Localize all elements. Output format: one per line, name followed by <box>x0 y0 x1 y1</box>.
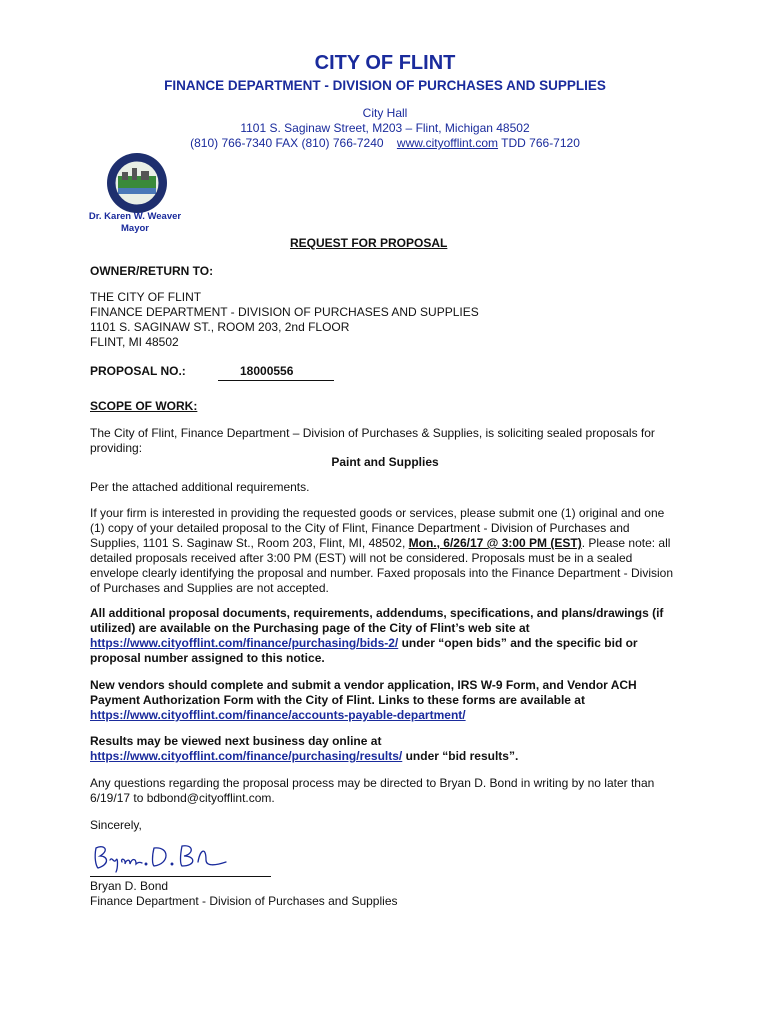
mayor-title: Mayor <box>121 223 149 234</box>
signer-name: Bryan D. Bond <box>90 879 169 893</box>
accounts-payable-link[interactable]: https://www.cityofflint.com/finance/accounts-payable-department/ <box>90 708 466 722</box>
documents-text-end: under “open bids” and the specific bid or proposal number assigned to this notice. <box>90 636 638 665</box>
results-paragraph <box>90 734 680 764</box>
scope-item: Paint and Supplies <box>331 455 439 469</box>
results-link[interactable]: https://www.cityofflint.com/finance/purchasing/results/ <box>90 749 403 763</box>
letterhead-title: CITY OF FLINT <box>314 52 456 74</box>
requirements-note: Per the attached additional requirements. <box>90 480 310 494</box>
results-text: Results may be viewed next business day online at <box>90 734 382 748</box>
owner-line: FINANCE DEPARTMENT - DIVISION OF PURCHASES AND SUPPLIES <box>90 305 479 319</box>
mayor-name: Dr. Karen W. Weaver <box>88 211 182 222</box>
submission-deadline: Mon., 6/26/17 @ 3:00 PM (EST) <box>408 536 582 550</box>
closing: Sincerely, <box>90 818 142 832</box>
website-link[interactable]: www.cityofflint.com <box>396 136 499 150</box>
owner-line: THE CITY OF FLINT <box>90 290 202 304</box>
handwritten-signature <box>90 836 240 876</box>
questions-paragraph: Any questions regarding the proposal process may be directed to Bryan D. Bond in writing by no later than 6/19/17 to bdbond@cityofflint.com. <box>90 776 655 805</box>
contact-line <box>0 136 770 150</box>
owner-line: 1101 S. SAGINAW ST., ROOM 203, 2nd FLOOR <box>90 320 350 334</box>
phone-fax: (810) 766-7340 FAX (810) 766-7240 <box>190 136 384 150</box>
signature-line <box>90 876 271 877</box>
documents-text: All additional proposal documents, requirements, addendums, specifications, and plans/drawings (if utilized) are available on the Purchasing page of the City of Flint’s web site at <box>90 606 664 635</box>
address-line-street: 1101 S. Saginaw Street, M203 – Flint, Michigan 48502 <box>240 121 530 135</box>
letterhead-subtitle: FINANCE DEPARTMENT - DIVISION OF PURCHASES AND SUPPLIES <box>164 78 606 93</box>
scope-text: The City of Flint, Finance Department – Division of Purchases & Supplies, is soliciting sealed proposals for providing: <box>90 426 655 455</box>
scope-label: SCOPE OF WORK: <box>90 399 198 413</box>
tdd-number: TDD 766-7120 <box>501 136 580 150</box>
documents-paragraph <box>90 606 680 666</box>
submission-text: If your firm is interested in providing the requested goods or services, please submit one (1) original and one (1) copy of your detailed proposal to the City of Flint, Finance Department - Division of Purchases and Supplies, 1101 S. Saginaw St., Room 203, Flint, MI, 48502, <box>90 506 665 550</box>
address-line-city-hall: City Hall <box>362 106 408 120</box>
owner-line: FLINT, MI 48502 <box>90 335 179 349</box>
submission-paragraph <box>90 506 680 596</box>
proposal-label: PROPOSAL NO.: <box>90 364 186 378</box>
document-heading: REQUEST FOR PROPOSAL <box>290 236 448 250</box>
owner-address <box>90 290 680 350</box>
signer-title: Finance Department - Division of Purchases and Supplies <box>90 894 398 908</box>
bids-link[interactable]: https://www.cityofflint.com/finance/purchasing/bids-2/ <box>90 636 399 650</box>
owner-label: OWNER/RETURN TO: <box>90 264 214 278</box>
vendor-text: New vendors should complete and submit a vendor application, IRS W-9 Form, and Vendor ACH Payment Authorization Form with the City of Flint. Links to these forms are available at <box>90 678 637 707</box>
city-seal-icon <box>106 152 168 214</box>
proposal-number-underline <box>218 380 334 381</box>
results-text-end: under “bid results”. <box>402 749 519 763</box>
proposal-number: 18000556 <box>240 364 294 378</box>
vendor-paragraph <box>90 678 680 723</box>
submission-text-end: . Please note: all detailed proposals received after 3:00 PM (EST) will not be considered. Proposals must be in a sealed envelope clearly identifying the proposal and number. Faxed proposals into the Finance Department - Division of Purchases and Supplies are not accepted. <box>90 536 673 595</box>
